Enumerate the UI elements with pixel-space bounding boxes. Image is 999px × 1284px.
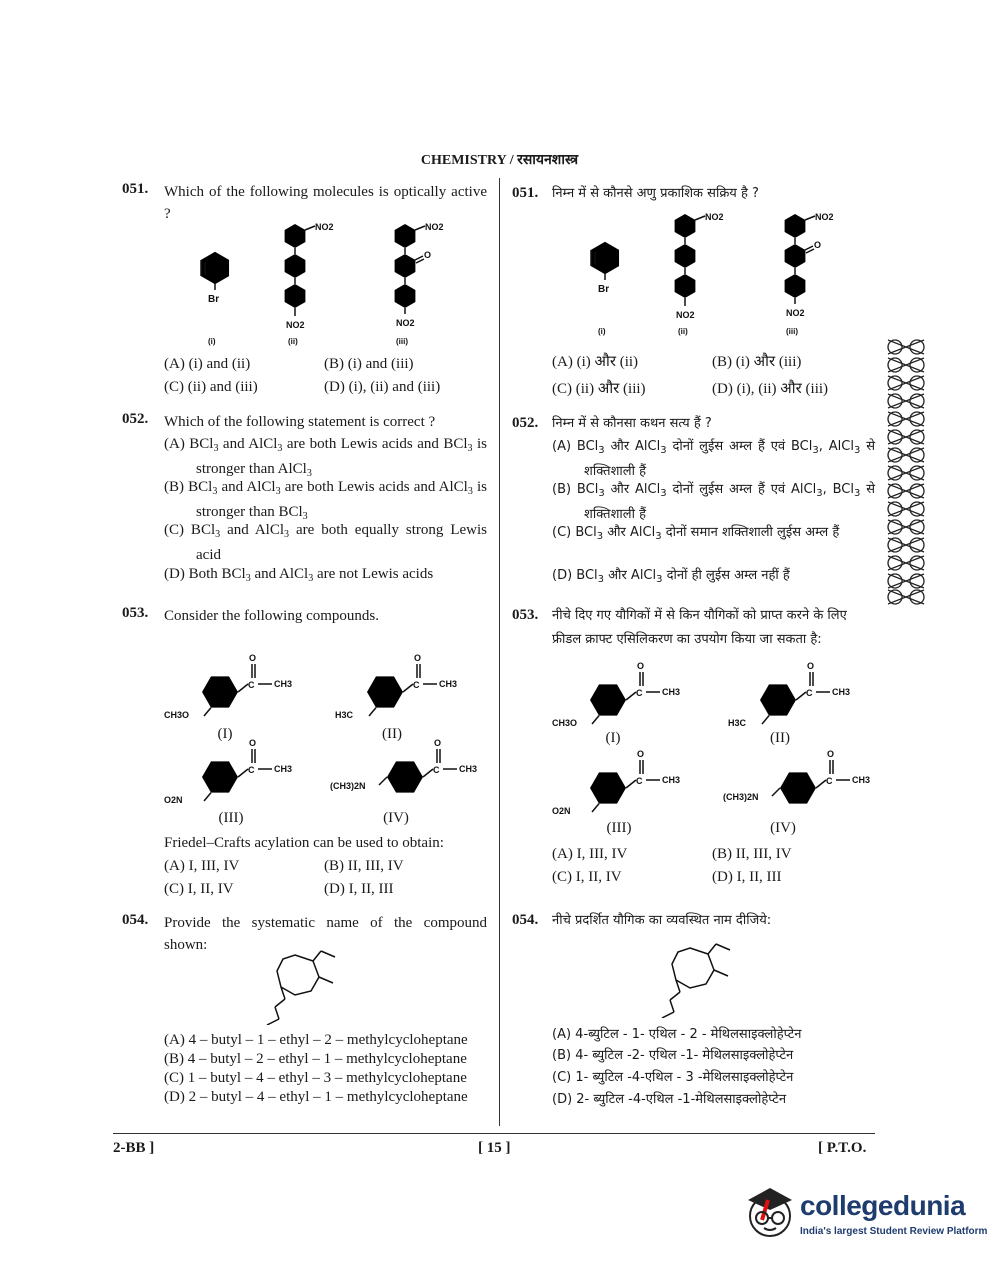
compound-label-II: (II) [382,726,402,742]
compound-label-IV: (IV) [383,810,409,826]
svg-text:CH3: CH3 [662,687,681,697]
svg-text:NO2: NO2 [676,310,695,320]
q54-option-d[interactable]: (D) 2 – butyl – 4 – ethyl – 1 – methylcycloheptane [164,1089,468,1105]
compound-I [164,653,292,720]
q52-option-a-hi[interactable]: (A) BCl$_3$ और AlCl$_3$ दोनों लुईस अम्ल हैं एवं BCl$_3$, AlCl$_3$ से शक्तिशाली हैं [552,439,875,479]
q51-text-hi: निम्न में से कौनसे अणु प्रकाशिक सक्रिय है ? [552,186,759,201]
svg-text:O: O [249,738,257,748]
q52-option-d-hi[interactable]: (D) BCl$_3$ और AlCl$_3$ दोनों ही लुईस अम्ल नहीं हैं [552,568,790,585]
svg-text:NO2: NO2 [705,212,724,222]
column-divider [499,178,500,1126]
q51-option-d-hi[interactable]: (D) (i), (ii) और (iii) [712,381,829,397]
q53-number: 053. [122,605,149,621]
svg-text:C: C [636,776,643,786]
svg-text:CH3: CH3 [459,764,478,774]
compound-label-I: (I) [217,726,233,742]
svg-text:CH3: CH3 [662,775,681,785]
q53-option-c-hi[interactable]: (C) I, II, IV [552,869,622,885]
svg-text:(CH3)2N: (CH3)2N [723,792,759,802]
svg-text:Br: Br [598,284,610,295]
svg-text:NO2: NO2 [425,222,444,232]
svg-text:C: C [248,680,255,690]
svg-text:C: C [636,688,643,698]
page-number: [ 15 ] [478,1140,511,1156]
svg-text:C: C [826,776,833,786]
svg-text:(ii): (ii) [678,327,688,336]
page-title: CHEMISTRY / रसायनशास्त्र [420,153,579,168]
pto-label: [ P.T.O. [818,1140,867,1156]
svg-text:NO2: NO2 [286,320,305,330]
q54-option-c[interactable]: (C) 1 – butyl – 4 – ethyl – 3 – methylcycloheptane [164,1070,467,1086]
q51-structures [190,220,460,350]
q53-text-hi: नीचे दिए गए यौगिकों में से किन यौगिकों को प्राप्त करने के लिए फ्रीडल क्राफ्ट एसिलिकरण का उपयोग किया जा सकता है: [552,608,847,647]
q53-option-d-hi[interactable]: (D) I, II, III [712,869,782,885]
q54-option-d-hi[interactable]: (D) 2- ब्युटिल -4-एथिल -1-मेथिलसाइक्लोहेप्टेन [552,1092,787,1107]
svg-text:CH3: CH3 [832,687,851,697]
q54-structure-en [255,945,355,1025]
svg-text:NO2: NO2 [815,212,834,222]
svg-text:O2N: O2N [552,806,571,816]
q51-option-d[interactable]: (D) (i), (ii) and (iii) [324,379,441,395]
q51-option-c-hi[interactable]: (C) (ii) और (iii) [552,381,646,397]
logo-name: collegedunia [800,1190,966,1221]
q51-option-a-hi[interactable]: (A) (i) और (ii) [552,354,639,370]
compound-II [335,653,457,720]
logo-mascot-icon [740,1180,800,1246]
svg-text:(iii): (iii) [396,337,408,346]
br-label: Br [208,294,220,305]
svg-text:C: C [248,765,255,775]
svg-text:O: O [637,749,645,759]
svg-text:H3C: H3C [335,710,354,720]
compound-label-III-hi: (III) [606,820,632,836]
svg-text:O: O [827,749,835,759]
q53-option-c[interactable]: (C) I, II, IV [164,881,234,897]
footer-code: 2-BB ] [113,1140,155,1156]
q54-number: 054. [122,912,149,928]
svg-text:O: O [434,738,442,748]
q53-option-a-hi[interactable]: (A) I, III, IV [552,846,628,862]
q52-option-b[interactable]: (B) BCl$_3$ and AlCl$_3$ are both Lewis acids and AlCl$_3$ is stronger than BCl$_3$ [164,479,487,522]
svg-text:CH3O: CH3O [552,718,578,728]
collegedunia-logo[interactable] [740,1178,988,1248]
svg-text:CH3: CH3 [852,775,871,785]
q54-option-c-hi[interactable]: (C) 1- ब्युटिल -4-एथिल - 3 -मेथिलसाइक्लोहेप्टेन [552,1070,794,1085]
q53-stem: Friedel–Crafts acylation can be used to obtain: [164,835,444,851]
q51-option-a[interactable]: (A) (i) and (ii) [164,356,251,372]
compound-label-II-hi: (II) [770,730,790,746]
q51-number-hi: 051. [512,185,539,201]
q52-option-b-hi[interactable]: (B) BCl$_3$ और AlCl$_3$ दोनों लुईस अम्ल हैं एवं AlCl$_3$, BCl$_3$ से शक्तिशाली हैं [552,482,875,522]
structure-i [201,252,229,305]
q53-option-a[interactable]: (A) I, III, IV [164,858,240,874]
svg-text:O: O [424,250,432,260]
q54-option-b[interactable]: (B) 4 – butyl – 2 – ethyl – 1 – methylcycloheptane [164,1051,467,1067]
q51-number: 051. [122,181,149,197]
structure-ii [285,222,334,330]
q51-structures-hi [580,210,850,340]
q52-text-hi: निम्न में से कौनसा कथन सत्य हैं ? [552,416,712,431]
q52-number: 052. [122,411,149,427]
svg-text:(i): (i) [598,327,606,336]
svg-text:CH3O: CH3O [164,710,190,720]
q52-option-a[interactable]: (A) BCl$_3$ and AlCl$_3$ are both Lewis acids and BCl$_3$ is stronger than AlCl$_3$ [164,436,487,479]
q54-number-hi: 054. [512,912,539,928]
compound-III [164,738,292,805]
svg-text:C: C [413,680,420,690]
q54-text-hi: नीचे प्रदर्शित यौगिक का व्यवस्थित नाम दीजिये: [552,913,772,928]
q54-option-a-hi[interactable]: (A) 4-ब्युटिल - 1- एथिल - 2 - मेथिलसाइक्लोहेप्टेन [552,1027,802,1042]
svg-text:NO2: NO2 [786,308,805,318]
compound-label-III: (III) [218,810,244,826]
q51-text: Which of the following molecules is optically active ? [164,184,487,222]
q51-option-b-hi[interactable]: (B) (i) और (iii) [712,354,802,370]
structure-iii [395,222,444,328]
q54-structure-hi [650,938,750,1018]
footer-rule [113,1133,875,1134]
decorative-side-pattern [884,336,928,606]
q51-option-b[interactable]: (B) (i) and (iii) [324,356,414,372]
svg-text:(ii): (ii) [288,337,298,346]
q54-text: Provide the systematic name of the compound shown: [164,915,487,953]
svg-text:CH3: CH3 [274,679,293,689]
svg-text:O: O [807,661,815,671]
svg-text:C: C [806,688,813,698]
svg-text:O: O [637,661,645,671]
svg-text:O: O [249,653,257,663]
q53-option-b-hi[interactable]: (B) II, III, IV [712,846,792,862]
svg-text:CH3: CH3 [274,764,293,774]
compound-label-IV-hi: (IV) [770,820,796,836]
q53-option-d[interactable]: (D) I, II, III [324,881,394,897]
q53-number-hi: 053. [512,607,539,623]
svg-text:O: O [814,240,822,250]
svg-text:O: O [414,653,422,663]
q53-option-b[interactable]: (B) II, III, IV [324,858,404,874]
q52-option-c-hi[interactable]: (C) BCl$_3$ और AlCl$_3$ दोनों समान शक्तिशाली लुईस अम्ल हैं [552,525,840,542]
svg-text:O2N: O2N [164,795,183,805]
svg-text:CH3: CH3 [439,679,458,689]
svg-text:(i): (i) [208,337,216,346]
q54-option-a[interactable]: (A) 4 – butyl – 1 – ethyl – 2 – methylcycloheptane [164,1032,468,1048]
q53-text: Consider the following compounds. [164,608,379,624]
q54-option-b-hi[interactable]: (B) 4- ब्युटिल -2- एथिल -1- मेथिलसाइक्लोहेप्टेन [552,1048,794,1063]
svg-text:C: C [433,765,440,775]
svg-text:NO2: NO2 [396,318,415,328]
compound-label-I-hi: (I) [605,730,621,746]
no2-label: NO2 [315,222,334,232]
q51-option-c[interactable]: (C) (ii) and (iii) [164,379,258,395]
svg-text:(iii): (iii) [786,327,798,336]
svg-text:(CH3)2N: (CH3)2N [330,781,366,791]
q52-option-d[interactable]: (D) Both BCl$_3$ and AlCl$_3$ are not Lewis acids [164,566,434,584]
logo-tagline: India's largest Student Review Platform [800,1226,988,1237]
compound-IV [330,738,477,793]
q52-number-hi: 052. [512,415,539,431]
q52-option-c[interactable]: (C) BCl$_3$ and AlCl$_3$ are both equally strong Lewis acid [164,522,487,563]
q52-text: Which of the following statement is correct ? [164,414,436,430]
svg-text:H3C: H3C [728,718,747,728]
